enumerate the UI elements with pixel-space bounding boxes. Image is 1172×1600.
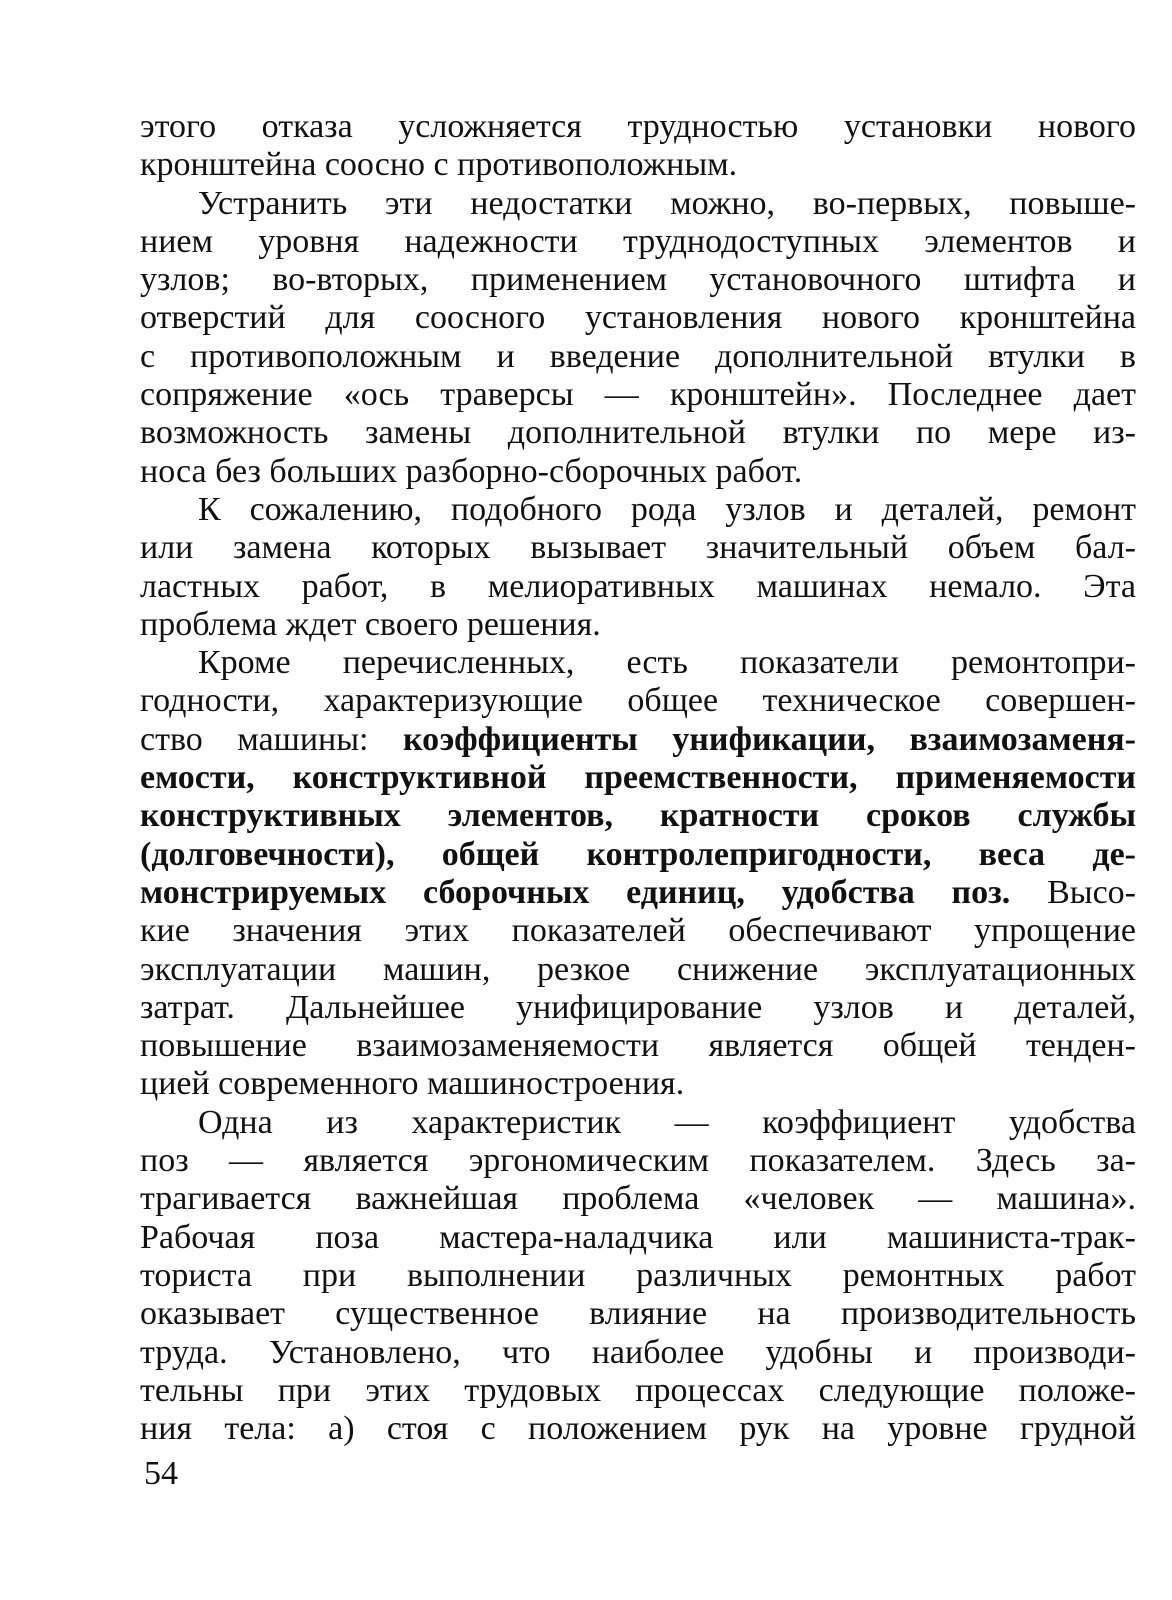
text-segment: труда. Установлено, что наиболее удобны и производи- <box>140 1333 1136 1371</box>
text-segment: ластных работ, в мелиоративных машинах немало. Эта <box>140 567 1136 605</box>
text-line <box>140 759 1136 797</box>
text-line <box>140 682 1136 720</box>
text-segment: ство машины: <box>140 720 404 758</box>
text-line <box>140 1219 1136 1257</box>
bold-text-segment: коэффициенты унификации, взаимозаменя- <box>403 720 1136 758</box>
text-segment: отверстий для соосного установления нового кронштейна <box>140 299 1136 337</box>
text-segment: оказывает существенное влияние на производительность <box>140 1295 1136 1333</box>
text-segment: эксплуатации машин, резкое снижение эксплуатационных <box>140 950 1136 988</box>
text-segment: ния тела: а) стоя с положением рук на уровне грудной <box>140 1410 1136 1448</box>
text-line <box>140 836 1136 874</box>
text-segment: Устранить эти недостатки можно, во-первых, повыше- <box>198 184 1136 222</box>
text-segment: трагивается важнейшая проблема «человек — машина». <box>140 1180 1136 1218</box>
text-line <box>140 606 1136 644</box>
text-segment: сопряжение «ось траверсы — кронштейн». Последнее дает <box>140 376 1136 414</box>
bold-text-segment: емости, конструктивной преемственности, применяемости <box>140 759 1136 797</box>
text-segment: с противоположным и введение дополнительной втулки в <box>140 337 1136 375</box>
text-line <box>140 951 1136 989</box>
text-line <box>140 223 1136 261</box>
text-segment: тельны при этих трудовых процессах следующие положе- <box>140 1371 1136 1409</box>
text-line <box>140 1410 1136 1448</box>
text-line <box>140 1372 1136 1410</box>
text-segment: годности, характеризующие общее техническое совершен- <box>140 682 1136 720</box>
text-line <box>140 146 1136 184</box>
text-segment: Кроме перечисленных, есть показатели ремонтопри- <box>198 644 1136 682</box>
text-line <box>140 1257 1136 1295</box>
text-segment: или замена которых вызывает значительный объем бал- <box>140 529 1136 567</box>
text-segment: возможность замены дополнительной втулки по мере из- <box>140 414 1136 452</box>
text-segment: нием уровня надежности труднодоступных элементов и <box>140 222 1136 260</box>
bold-text-segment: конструктивных элементов, кратности сроков службы <box>140 797 1136 835</box>
text-segment: цией современного машиностроения. <box>140 1065 685 1103</box>
text-line <box>140 529 1136 567</box>
text-line <box>140 453 1136 491</box>
page-text <box>140 108 1136 1448</box>
text-line <box>140 1027 1136 1065</box>
text-line <box>140 414 1136 452</box>
text-line <box>140 1295 1136 1333</box>
text-segment: затрат. Дальнейшее унифицирование узлов и деталей, <box>140 988 1136 1026</box>
text-segment: узлов; во-вторых, применением установочного штифта и <box>140 261 1136 299</box>
text-segment: проблема ждет своего решения. <box>140 605 601 643</box>
page-number: 54 <box>144 1455 178 1492</box>
text-line <box>140 568 1136 606</box>
text-line <box>140 989 1136 1027</box>
text-line <box>140 1104 1136 1142</box>
text-segment: этого отказа усложняется трудностью установки нового <box>140 108 1136 145</box>
text-line <box>140 644 1136 682</box>
bold-text-segment: монстрируемых сборочных единиц, удобства поз. <box>140 873 1011 911</box>
text-segment: Одна из характеристик — коэффициент удобства <box>198 1103 1136 1141</box>
text-line <box>140 1334 1136 1372</box>
text-line <box>140 1180 1136 1218</box>
text-line <box>140 797 1136 835</box>
text-segment: кие значения этих показателей обеспечивают упрощение <box>140 912 1136 950</box>
text-line <box>140 721 1136 759</box>
text-segment: повышение взаимозаменяемости является общей тенден- <box>140 1027 1136 1065</box>
text-line <box>140 108 1136 146</box>
text-line <box>140 376 1136 414</box>
text-line <box>140 299 1136 337</box>
text-segment: кронштейна соосно с противоположным. <box>140 146 738 184</box>
text-line <box>140 338 1136 376</box>
text-segment: ториста при выполнении различных ремонтных работ <box>140 1256 1136 1294</box>
text-segment: К сожалению, подобного рода узлов и деталей, ремонт <box>198 490 1136 528</box>
text-line <box>140 1065 1136 1103</box>
text-segment: носа без больших разборно-сборочных работ. <box>140 452 803 490</box>
text-line <box>140 912 1136 950</box>
text-segment: Высо- <box>1010 873 1137 911</box>
text-line <box>140 1142 1136 1180</box>
text-line <box>140 185 1136 223</box>
bold-text-segment: (долговечности), общей контролепригодности, веса де- <box>140 835 1136 873</box>
text-line <box>140 874 1136 912</box>
text-line <box>140 261 1136 299</box>
text-line <box>140 491 1136 529</box>
text-segment: Рабочая поза мастера-наладчика или машиниста-трак- <box>140 1218 1136 1256</box>
text-segment: поз — является эргономическим показателем. Здесь за- <box>140 1142 1136 1180</box>
